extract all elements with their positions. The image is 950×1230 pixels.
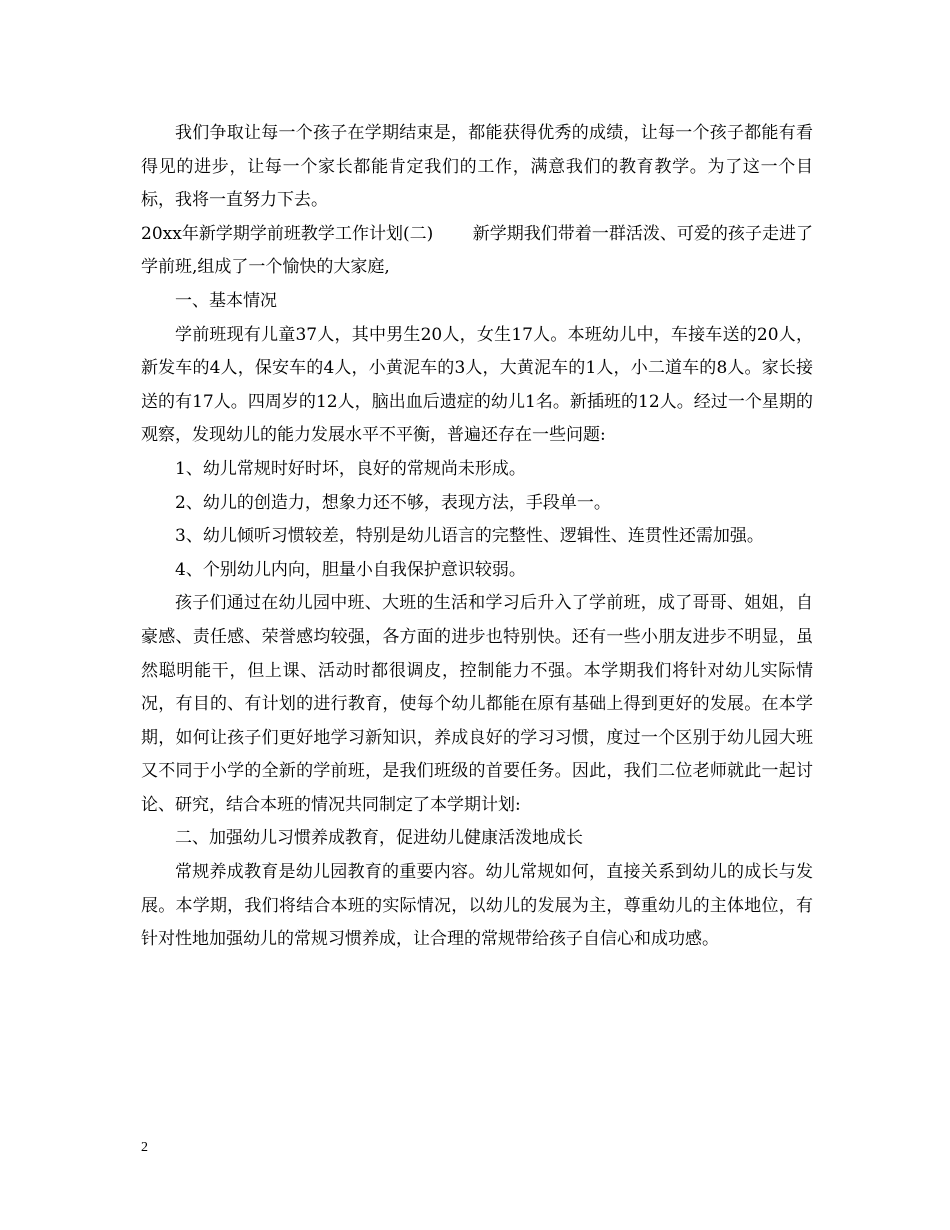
paragraph-semester-plan: 孩子们通过在幼儿园中班、大班的生活和学习后升入了学前班，成了哥哥、姐姐，自豪感、责任感、荣誉感均较强，各方面的进步也特别快。还有一些小朋友进步不明显，虽然聪明能干，但上课、活动时都很调皮，控制能力不强。本学期我们将针对幼儿实际情况，有目的、有计划的进行教育，使每个幼儿都能在原有基础上得到更好的发展。在本学期，如何让孩子们更好地学习新知识，养成良好的学习习惯，度过一个区别于幼儿园大班又不同于小学的全新的学前班，是我们班级的首要任务。因此，我们二位老师就此一起讨论、研究，结合本班的情况共同制定了本学期计划: bbox=[141, 593, 813, 815]
document-body bbox=[141, 117, 813, 957]
plan-title-line: 20xx年新学期学前班教学工作计划(二) 新学期我们带着一群活泼、可爱的孩子走进了学前班,组成了一个愉快的大家庭, bbox=[141, 223, 813, 278]
section-heading-habit-education: 二、加强幼儿习惯养成教育，促进幼儿健康活泼地成长 bbox=[175, 828, 583, 849]
paragraph-class-statistics: 学前班现有儿童37人，其中男生20人，女生17人。本班幼儿中，车接车送的20人，新发车的4人，保安车的4人，小黄泥车的3人，大黄泥车的1人，小二道车的8人。家长接送的有17人。四周岁的12人，脑出血后遗症的幼儿1名。新插班的12人。经过一个星期的观察，发现幼儿的能力发展水平不平衡，普遍还存在一些问题: bbox=[141, 324, 813, 446]
list-item-problem-4: 4、个别幼儿内向，胆量小自我保护意识较弱。 bbox=[175, 559, 526, 580]
paragraph-closing-goal: 我们争取让每一个孩子在学期结束是，都能获得优秀的成绩，让每一个孩子都能有看得见的进步，让每一个家长都能肯定我们的工作，满意我们的教育教学。为了这一个目标，我将一直努力下去。 bbox=[141, 123, 813, 211]
paragraph-routine-education: 常规养成教育是幼儿园教育的重要内容。幼儿常规如何，直接关系到幼儿的成长与发展。本学期，我们将结合本班的实际情况，以幼儿的发展为主，尊重幼儿的主体地位，有针对性地加强幼儿的常规习惯养成，让合理的常规带给孩子自信心和成功感。 bbox=[141, 862, 813, 950]
list-item-problem-3: 3、幼儿倾听习惯较差，特别是幼儿语言的完整性、逻辑性、连贯性还需加强。 bbox=[175, 526, 764, 547]
list-item-problem-1: 1、幼儿常规时好时坏，良好的常规尚未形成。 bbox=[175, 458, 526, 479]
list-item-problem-2: 2、幼儿的创造力，想象力还不够，表现方法，手段单一。 bbox=[175, 492, 611, 513]
page-number: 2 bbox=[141, 1140, 148, 1155]
section-heading-basic-situation: 一、基本情况 bbox=[175, 290, 277, 311]
